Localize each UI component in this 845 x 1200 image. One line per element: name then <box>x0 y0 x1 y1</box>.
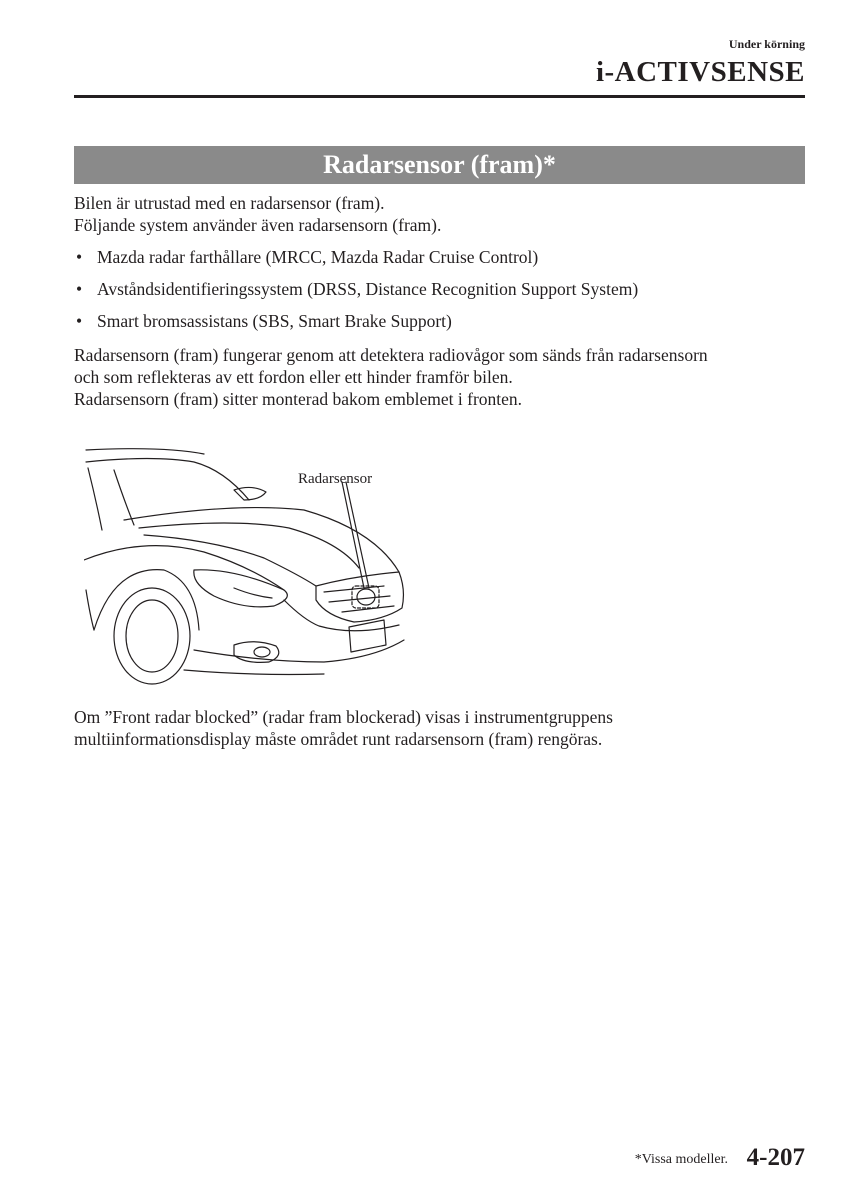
bullet-icon: • <box>76 311 83 331</box>
list-item-text: Mazda radar farthållare (MRCC, Mazda Radar Cruise Control) <box>97 247 539 267</box>
header-divider <box>74 95 805 98</box>
list-item <box>74 278 814 310</box>
list-item <box>74 310 814 342</box>
list-item-text: Smart bromsassistans (SBS, Smart Brake Support) <box>97 311 452 331</box>
chapter-subtitle: Under körning <box>728 37 805 51</box>
note-line: multiinformationsdisplay måste området runt radarsensorn (fram) rengöras. <box>74 729 603 749</box>
intro-line: Bilen är utrustad med en radarsensor (fram). <box>74 193 385 213</box>
note-text <box>74 706 814 750</box>
system-list <box>74 246 814 342</box>
note-line: Om ”Front radar blocked” (radar fram blockerad) visas i instrumentgruppens <box>74 707 613 727</box>
description-text <box>74 344 814 410</box>
bullet-icon: • <box>76 247 83 267</box>
radar-sensor-label: Radarsensor <box>298 471 373 487</box>
chapter-title: i-ACTIVSENSE <box>595 56 805 88</box>
bullet-icon: • <box>76 279 83 299</box>
section-heading: Radarsensor (fram)* <box>74 146 805 184</box>
page-number: 4-207 <box>746 1144 805 1171</box>
list-item <box>74 246 814 278</box>
intro-text <box>74 192 814 236</box>
intro-line: Följande system använder även radarsensorn (fram). <box>74 215 442 235</box>
description-line: Radarsensorn (fram) fungerar genom att detektera radiovågor som sänds från radarsensorn <box>74 345 708 365</box>
description-line: Radarsensorn (fram) sitter monterad bakom emblemet i fronten. <box>74 389 523 409</box>
list-item-text: Avståndsidentifieringssystem (DRSS, Distance Recognition Support System) <box>97 279 639 299</box>
description-line: och som reflekteras av ett fordon eller ett hinder framför bilen. <box>74 367 513 387</box>
footnote: *Vissa modeller. <box>634 1152 728 1167</box>
